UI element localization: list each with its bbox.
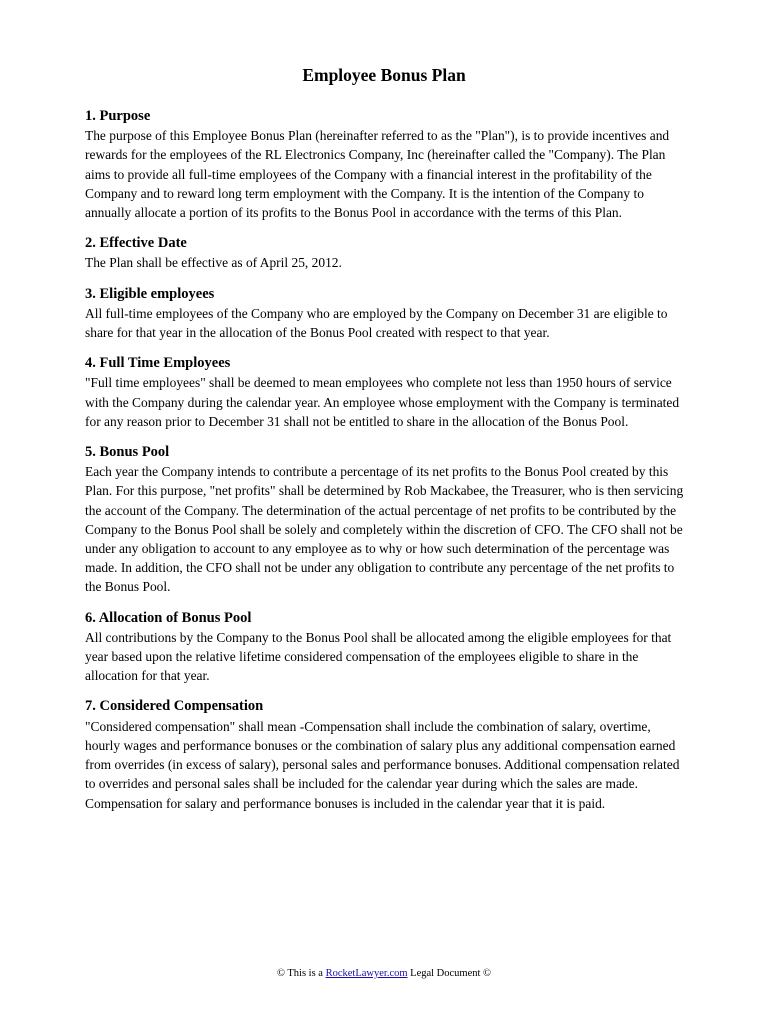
section-body: "Considered compensation" shall mean -Compensation shall include the combination of salary, overtime, hourly wages and performance bonuses or the combination of salary plus any additional compensation earned from overrides (in excess of salary), personal sales and performance bonuses. Additional compensation related to overrides and personal sales shall be included for the calendar year during which the sales are made. Compensation for salary and performance bonuses is included in the calendar year that it is paid. [85, 718, 680, 811]
rocketlawyer-link[interactable]: RocketLawyer.com [325, 968, 408, 979]
section-heading: 4. Full Time Employees [85, 355, 231, 372]
section-allocation-of-bonus-pool [85, 609, 685, 686]
section-body: The purpose of this Employee Bonus Plan (hereinafter referred to as the "Plan"), is to provide incentives and rewards for the employees of the RL Electronics Company, Inc (hereinafter called the "Company). The Plan aims to provide all full-time employees of the Company with a financial interest in the profitability of the Company and to reward long term employment with the Company. It is the intention of the Company to annually allocate a portion of its profits to the Bonus Pool in accordance with the terms of this Plan. [85, 128, 670, 221]
section-heading: 5. Bonus Pool [85, 444, 170, 461]
section-heading: 3. Eligible employees [85, 285, 215, 302]
document-content [85, 107, 685, 825]
section-considered-compensation [85, 697, 685, 812]
footer-suffix: Legal Document © [407, 968, 492, 979]
section-heading: 6. Allocation of Bonus Pool [85, 609, 252, 626]
section-effective-date [85, 234, 685, 272]
section-heading: 1. Purpose [85, 108, 151, 124]
section-bonus-pool [85, 443, 685, 597]
section-full-time-employees [85, 354, 685, 431]
section-body: "Full time employees" shall be deemed to mean employees who complete not less than 1950 hours of service with the Company during the calendar year. An employee whose employment with the Company is terminated for any reason prior to December 31 shall not be entitled to share in the allocation of the Bonus Pool. [85, 375, 680, 429]
section-eligible-employees [85, 285, 685, 343]
section-heading: 2. Effective Date [85, 235, 187, 252]
section-body: All contributions by the Company to the Bonus Pool shall be allocated among the eligible employees for that year based upon the relative lifetime considered compensation of the employees eligible to share in the allocation for that year. [85, 629, 672, 684]
section-purpose [85, 107, 685, 222]
section-body: Each year the Company intends to contribute a percentage of its net profits to the Bonus Pool created by this Plan. For this purpose, "net profits" shall be determined by Rob Mackabee, the Treasurer, who is then servicing the account of the Company. The determination of the actual percentage of net profits to be contributed by the Company to the Bonus Pool shall be solely and completely within the discretion of CFO. The CFO shall not be under any obligation to account to any employee as to why or how such determination of the percentage was made. In addition, the CFO shall not be under any obligation to contribute any percentage of the net profits to the Bonus Pool. [85, 464, 684, 595]
section-body: All full-time employees of the Company who are employed by the Company on December 31 are eligible to share for that year in the allocation of the Bonus Pool created with respect to that year. [85, 305, 668, 341]
document-title: Employee Bonus Plan [302, 65, 466, 85]
section-heading: 7. Considered Compensation [85, 698, 264, 715]
section-body: The Plan shall be effective as of April 25, 2012. [85, 255, 342, 271]
document-footer [0, 967, 768, 981]
footer-prefix: © This is a [276, 968, 326, 979]
